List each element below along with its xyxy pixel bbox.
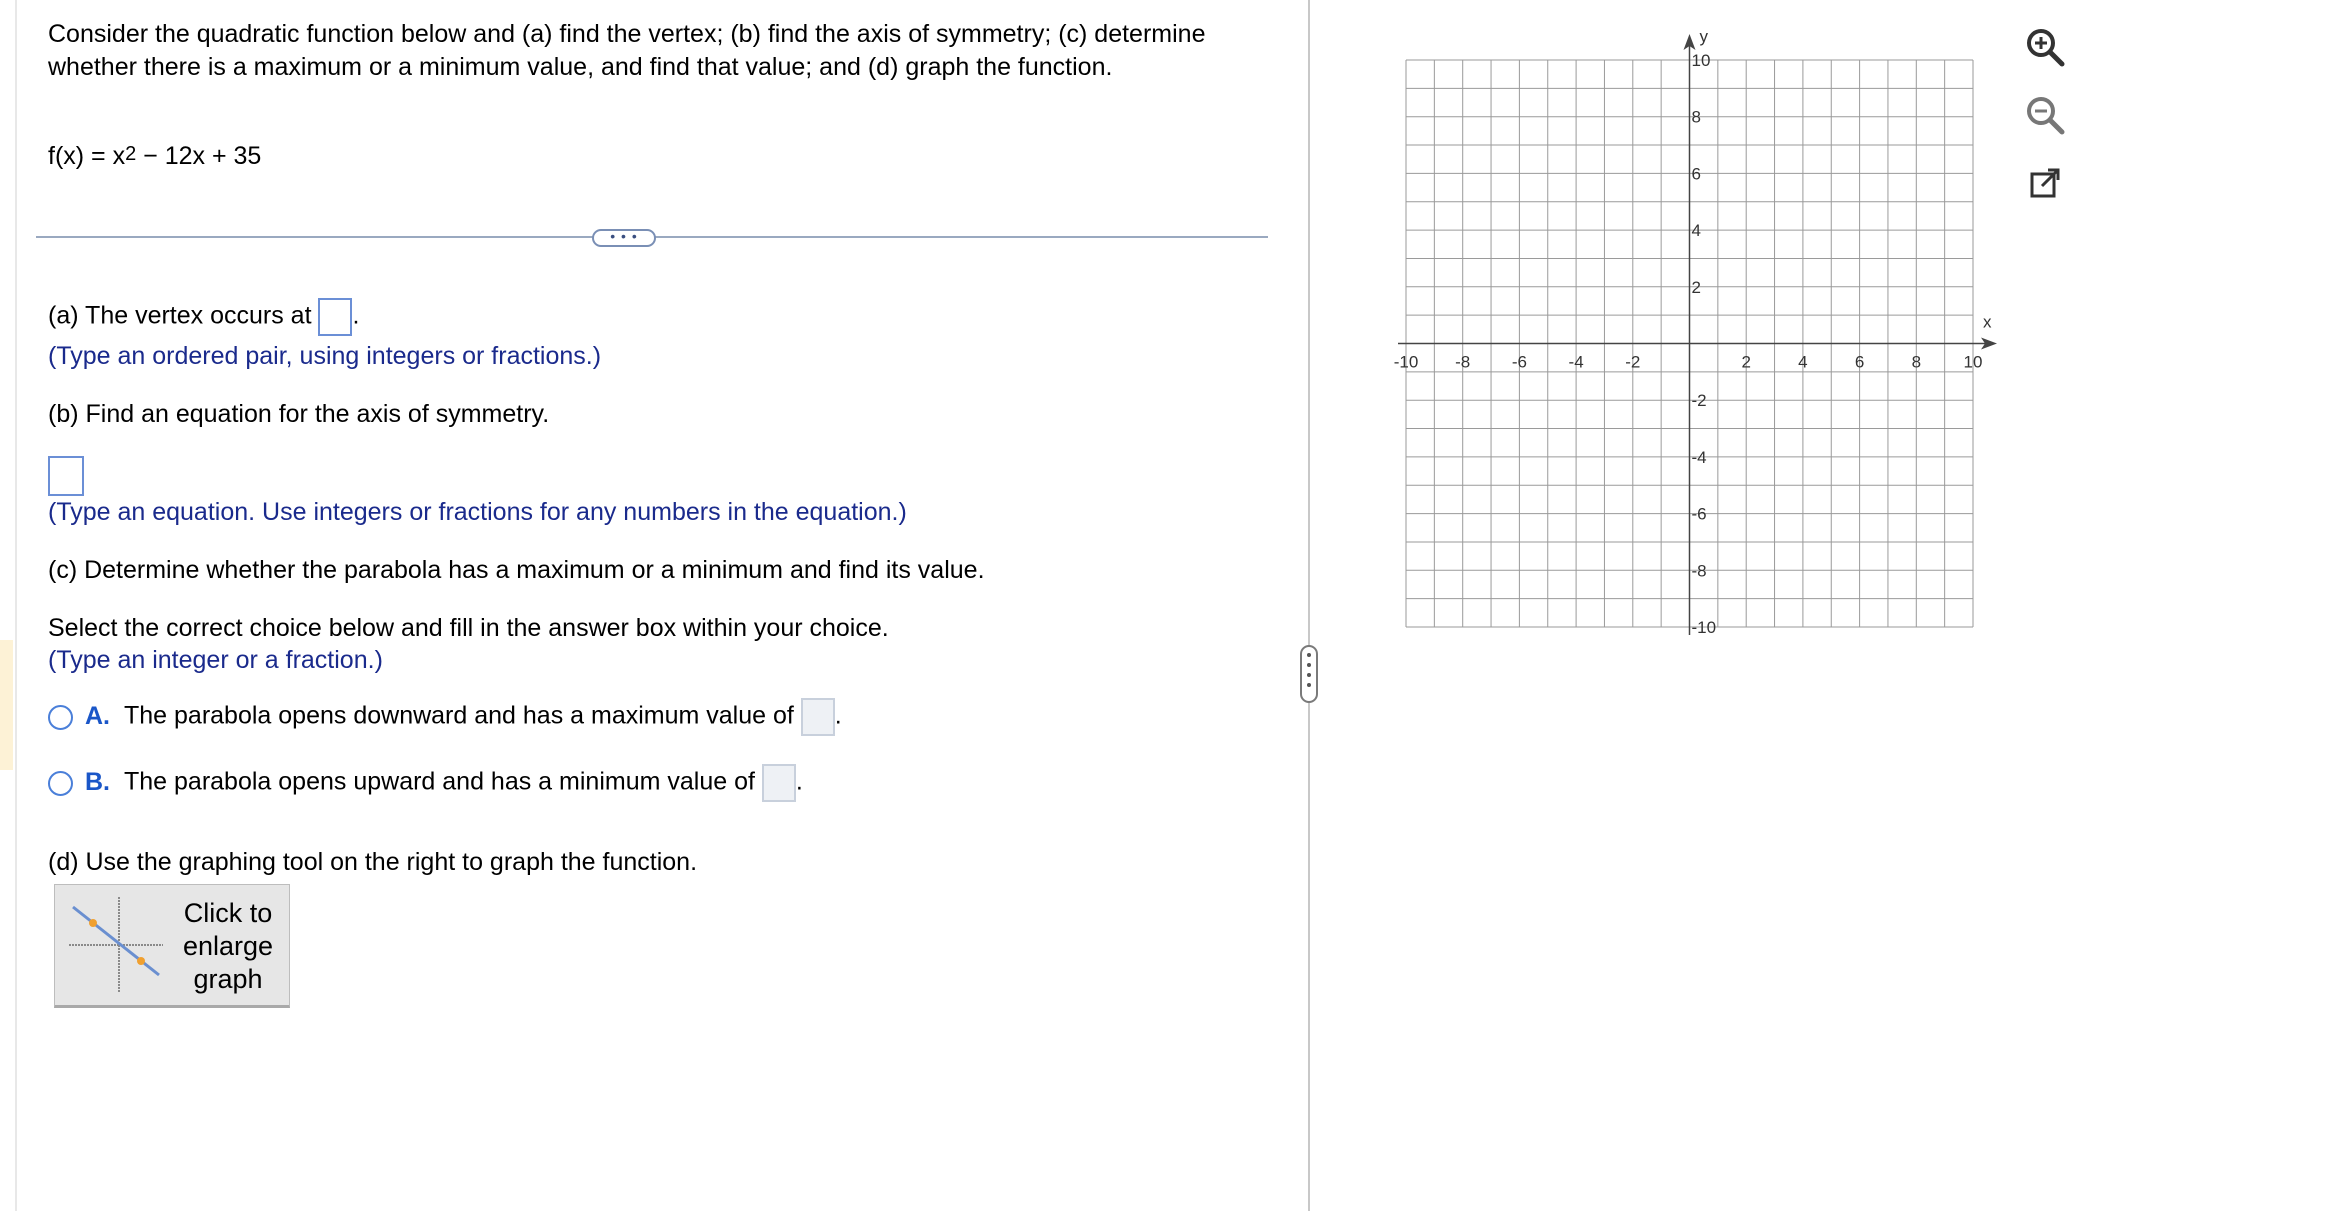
choice-a[interactable]: A. The parabola opens downward and has a maximum value of .	[48, 698, 842, 736]
side-tab[interactable]	[0, 640, 13, 770]
x-tick-label: 2	[1741, 352, 1751, 372]
graph-thumbnail-icon	[59, 893, 171, 1003]
choice-b[interactable]: B. The parabola opens upward and has a minimum value of .	[48, 764, 803, 802]
question-intro: Consider the quadratic function below and (a) find the vertex; (b) find the axis of symmetry; (c) determine whether there is a maximum or a minimum value, and find that value; and (d) graph the function.	[48, 20, 1206, 81]
expand-more-button[interactable]: • • •	[592, 229, 656, 247]
y-tick-label: 6	[1691, 164, 1701, 184]
x-tick-label: -2	[1625, 352, 1641, 372]
pane-resize-handle[interactable]	[1300, 645, 1318, 703]
axis-symmetry-answer-input[interactable]	[48, 456, 84, 496]
y-axis-label: y	[1699, 27, 1708, 46]
vertex-answer-input[interactable]	[318, 298, 352, 336]
min-value-answer-input[interactable]	[762, 764, 796, 802]
y-tick-label: 10	[1691, 51, 1711, 70]
x-tick-label: -4	[1568, 352, 1584, 372]
x-tick-label: 8	[1911, 352, 1922, 372]
part-c-instruction: Select the correct choice below and fill in the answer box within your choice.	[48, 614, 889, 642]
part-c-hint: (Type an integer or a fraction.)	[48, 646, 383, 674]
max-value-answer-input[interactable]	[801, 698, 835, 736]
zoom-out-icon[interactable]	[2022, 92, 2068, 138]
y-tick-label: -4	[1691, 447, 1707, 467]
x-axis-label: x	[1983, 312, 1992, 332]
part-b-hint: (Type an equation. Use integers or fractions for any numbers in the equation.)	[48, 498, 907, 526]
zoom-in-icon[interactable]	[2022, 24, 2068, 70]
choice-a-radio[interactable]	[48, 705, 73, 730]
y-tick-label: -6	[1691, 504, 1707, 524]
part-b-label: (b) Find an equation for the axis of symmetry.	[48, 400, 550, 428]
x-tick-label: -8	[1455, 352, 1471, 372]
y-tick-label: 4	[1691, 221, 1701, 241]
y-tick-label: 8	[1691, 107, 1701, 127]
x-tick-label: -10	[1393, 352, 1419, 372]
choice-b-radio[interactable]	[48, 771, 73, 796]
y-tick-label: -2	[1691, 391, 1707, 411]
y-tick-label: 2	[1691, 277, 1701, 297]
x-tick-label: -6	[1511, 352, 1527, 372]
x-tick-label: 10	[1963, 352, 1983, 372]
coordinate-graph[interactable]	[1380, 20, 2000, 640]
left-border	[15, 0, 17, 1211]
y-tick-label: -10	[1691, 618, 1717, 637]
enlarge-graph-button[interactable]: Click to enlarge graph	[54, 884, 290, 1008]
x-tick-label: 4	[1798, 352, 1808, 372]
popout-icon[interactable]	[2022, 162, 2068, 208]
function-definition: $f(x) = x^2 - 12x + 35$	[48, 142, 262, 170]
part-d-label: (d) Use the graphing tool on the right to graph the function.	[48, 848, 698, 876]
x-tick-label: 6	[1854, 352, 1865, 372]
part-a-hint: (Type an ordered pair, using integers or fractions.)	[48, 342, 602, 370]
part-c-label: (c) Determine whether the parabola has a maximum or a minimum and find its value.	[48, 556, 985, 584]
part-a-row: (a) The vertex occurs at .	[48, 298, 359, 336]
part-b-answer-row	[48, 456, 84, 496]
y-tick-label: -8	[1691, 561, 1707, 581]
pane-divider	[1308, 0, 1310, 1211]
question-pane	[48, 0, 1268, 1211]
